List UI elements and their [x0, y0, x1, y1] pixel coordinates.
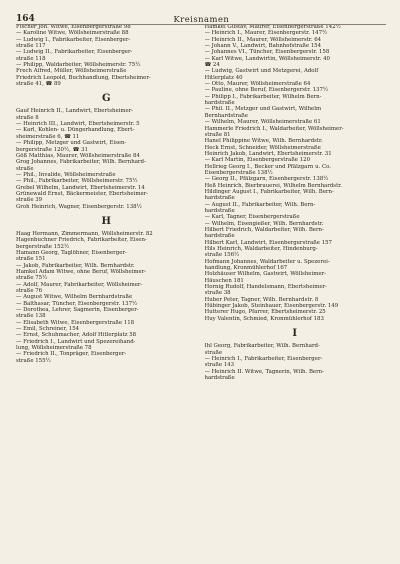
directory-entry: Hitlerplatz 40: [204, 74, 243, 81]
directory-entry: bergerstraße 120½, ☎ 31: [16, 146, 88, 153]
directory-entry: Hofmann Johannes, Waldarbeiter u. Spezerei-: [204, 258, 330, 265]
directory-entry: Hilbert Karl, Landwirt, Eisenbergerstraße 157: [204, 239, 332, 246]
directory-entry: — Dorothea, Lehrer, Sagmerin, Eisenberger-: [16, 307, 139, 314]
directory-entry: — Heinrich I., Maurer, Eisenbergerstr. 147½: [204, 30, 328, 37]
directory-entry: Heß Heinrich, Bierbrauerei, Wilhelm Bernhardstr.: [204, 182, 342, 189]
directory-entry: bergerstraße 152½: [16, 243, 70, 250]
directory-entry: Haag Hermann, Zimmermann, Wöllsheimerstr. 82: [16, 230, 153, 237]
directory-entry: straße 81: [204, 131, 231, 138]
directory-entry: — Phil., Invalide, Wöllsheimerstraße: [16, 171, 116, 178]
directory-entry: — Pauline, ohne Beruf, Eisenbergerstr. 137½: [204, 87, 329, 94]
directory-entry: Hamkel Gustav, Maurer, Eisenbergerstraße 142½: [204, 24, 341, 30]
directory-entry: hardstraße: [204, 207, 235, 214]
directory-entry: Hellrieg Georg I., Becker und Pfälzgarn u. Co.: [204, 163, 331, 170]
section-f-tail: [16, 24, 198, 87]
letter-heading-h: H: [101, 215, 112, 227]
directory-entry: straße 41, ☎ 89: [16, 81, 61, 88]
directory-entry: Grebel Wilhelm, Landwirt, Ebertsheimerstr. 14: [16, 184, 145, 191]
directory-entry: — Ludwig I., Fabrikarbeiter, Eisenberger-: [16, 36, 131, 43]
directory-entry: Friedrich Leopold, Buchhandlung, Ebertsheimer-: [16, 74, 151, 81]
directory-entry: — Karl Martin, Eisenbergerstraße 120: [204, 157, 310, 164]
directory-entry: Huy Valentin, Schmied, Kronmühlerhof 183: [204, 315, 324, 322]
directory-entry: Holzhäuser Wilhelm, Gastwirt, Wöllsheimer-: [204, 271, 326, 278]
columns: [16, 24, 386, 556]
directory-entry: Hilbert Friedrich, Waldarbeiter, Wilh. Bern-: [204, 227, 324, 233]
directory-entry: hardstraße: [204, 233, 235, 240]
directory-entry: Häuschen 181: [204, 277, 244, 284]
directory-entry: — Phil., Fabrikarbeiter, Wöllsheimerstr. 75½: [16, 178, 138, 185]
directory-entry: straße 156½: [204, 252, 240, 259]
directory-entry: — Jakob, Fabrikarbeiter, Wilh. Bernhardstr.: [16, 262, 135, 269]
section-i: [205, 343, 387, 381]
section-h-continued: [205, 24, 387, 322]
directory-entry: — Friedrich II., Tonpräger, Eisenberger-: [16, 351, 127, 358]
directory-entry: Hammerle Friedrich I., Waldarbeiter, Wöllsheimer-: [204, 125, 344, 132]
directory-entry: — Karoline Witwe, Wöllsheimerstraße 88: [16, 30, 129, 37]
directory-entry: Hanel Philippine Witwe, Wilh. Bernhardstr.: [204, 138, 323, 145]
letter-heading-i: I: [292, 328, 299, 340]
directory-entry: straße 117: [16, 43, 46, 50]
page-header: [16, 4, 386, 25]
directory-entry: hardstraße: [204, 100, 235, 107]
directory-entry: straße 8: [16, 114, 39, 121]
directory-entry: — Ludwig, Gastwirt und Metzgerei, Adolf: [204, 68, 319, 75]
directory-entry: hardstraße: [204, 374, 235, 381]
directory-entry: — Philipp I., Fabrikarbeiter, Wilhelm Bern-: [204, 93, 322, 100]
directory-entry: — Phil. II., Metzger und Gastwirt, Wilhelm: [204, 106, 322, 113]
directory-entry: lung, Wöllsheimerstraße 78: [16, 345, 92, 352]
directory-entry: — Karl, Tagner, Eisenbergerstraße: [204, 214, 300, 221]
directory-entry: Hagenbuchner Friedrich, Fabrikarbeiter, Eisen-: [16, 237, 147, 244]
directory-entry: straße: [204, 349, 223, 356]
directory-entry: — Adolf, Maurer, Fabrikarbeiter, Wöllsheimer-: [16, 281, 143, 288]
directory-entry: Eisenbergerstraße 138½: [204, 169, 273, 176]
directory-entry: straße 155½: [16, 357, 51, 364]
directory-entry: — Johannes VI., Tüncher, Eisenbergerstr. 158: [204, 49, 330, 56]
directory-entry: — Ernst, Schuhmacher, Adolf Hitlerplatz 58: [16, 332, 137, 339]
directory-entry: straße 151: [16, 256, 46, 263]
directory-entry: Hutterer Hugo, Pfarrer, Ebertsheimerstr. 25: [204, 309, 326, 316]
directory-entry: Heck Ernst, Schneider, Wöllsheimerstraße: [204, 144, 321, 151]
running-head: Kreisnamen: [173, 14, 230, 24]
directory-entry: Fischer Joh. Witwe, Eisenbergerstraße 98: [16, 24, 131, 30]
directory-entry: Göß Matthias, Maurer, Wöllsheimerstraße 84: [16, 152, 140, 159]
right-column: [205, 24, 387, 556]
directory-entry: — Elisabeth Witwe, Eisenbergerstraße 118: [16, 319, 135, 326]
directory-entry: Grog Johannes, Fabrikarbeiter, Wilh. Bernhard-: [16, 159, 146, 166]
directory-entry: — Ludwig II., Fabrikarbeiter, Eisenberger-: [16, 49, 133, 56]
section-h: [16, 231, 198, 364]
directory-entry: — Friedrich I., Landwirt und Spezereihand-: [16, 338, 136, 345]
directory-entry: — August II., Fabrikarbeiter, Wilh. Bern-: [204, 201, 316, 208]
directory-entry: — Karl Witwe, Landwirtin, Wöllsheimerstr. 40: [204, 55, 330, 62]
directory-entry: — Johann V., Landwirt, Bahnhofstraße 154: [204, 43, 322, 50]
directory-entry: — August Witwe, Wilhelm Bernhardstraße: [16, 294, 133, 301]
directory-entry: straße 138: [16, 313, 46, 320]
directory-entry: handlung, Kronmühlerhof 167: [204, 265, 288, 272]
directory-entry: — Heinrich III., Landwirt, Ebertsheimerstr. 5: [16, 121, 140, 128]
directory-entry: — Heinrich II., Maurer, Wöllsheimerstr. 64: [204, 36, 322, 43]
directory-entry: sheimerstraße 6, ☎ 11: [16, 133, 80, 140]
directory-entry: ☎ 24: [204, 62, 220, 69]
directory-entry: straße 143: [204, 362, 235, 369]
directory-entry: Hildinger August I., Fabrikarbeiter, Wilh. Bern-: [204, 188, 334, 195]
directory-entry: — Philipp, Metzger und Gastwirt, Eisen-: [16, 140, 127, 147]
page-number: 164: [16, 14, 35, 24]
directory-entry: — Wilhelm, Eisengießer, Wilh. Bernhardstr.: [204, 220, 324, 227]
directory-entry: — Balthasar, Tüncher, Eisenbergerstr. 137½: [16, 300, 138, 307]
directory-entry: straße 39: [16, 197, 43, 204]
directory-entry: — Heinrich II. Witwe, Tagnerin, Wilh. Bern-: [204, 368, 324, 375]
directory-entry: — Karl, Kohlen- u. Düngerhandlung, Ebert-: [16, 127, 135, 134]
directory-entry: Hils Heinrich, Waldarbeiter, Hindenburg-: [204, 246, 318, 253]
directory-entry: hardstraße: [204, 195, 235, 202]
directory-entry: — Wilhelm, Maurer, Wöllsheimerstraße 61: [204, 119, 321, 126]
letter-heading-g: G: [101, 93, 112, 105]
directory-entry: — Philipp, Waldarbeiter, Wöllsheimerstr. 75½: [16, 62, 141, 69]
directory-entry: Hamkel Adam Witwe, ohne Beruf, Wöllsheimer-: [16, 269, 147, 275]
directory-entry: — Heinrich I., Fabrikarbeiter, Eisenberger-: [204, 355, 323, 362]
directory-entry: Hamann Georg, Taglöhner, Eisenberger-: [16, 249, 127, 256]
directory-entry: Huber Peter, Tagner, Wilh. Bernhardstr. 8: [204, 296, 319, 303]
directory-entry: Hornig Rudolf, Handelsmann, Ebertsheimer-: [204, 284, 327, 291]
directory-entry: Groh Heinrich, Wagner, Eisenbergerstr. 138½: [16, 203, 142, 210]
directory-entry: straße: [16, 165, 34, 172]
directory-entry: straße 38: [204, 290, 231, 297]
directory-entry: Bernhardstraße: [204, 112, 248, 119]
directory-entry: straße 118: [16, 55, 46, 62]
directory-entry: — Otto, Maurer, Wöllsheimerstraße 64: [204, 81, 311, 88]
directory-entry: Hübinger Jakob, Steinhauer, Eisenbergerstr. 149: [204, 303, 339, 310]
directory-entry: — Emil, Schreiner, 154: [16, 326, 80, 333]
directory-entry: — Georg II., Pfälzgarn, Eisenbergerstr. 138½: [204, 176, 329, 183]
section-g: [16, 108, 198, 210]
left-column: [16, 24, 198, 556]
directory-entry: Heinrich Jakob, Landwirt, Ebertsheimerstr. 31: [204, 150, 332, 157]
directory-entry: Ihl Georg, Fabrikarbeiter, Wilh. Bernhard-: [204, 343, 320, 350]
directory-entry: Gauf Heinrich II., Landwirt, Ebertsheimer-: [16, 108, 134, 115]
directory-entry: Grünewald Ernst, Bäckermeister, Ebertsheimer-: [16, 190, 149, 197]
directory-entry: Frech Alfred, Müller, Wöllsheimerstraße: [16, 68, 127, 75]
directory-entry: straße 76: [16, 288, 43, 295]
directory-entry: straße 75½: [16, 275, 48, 282]
